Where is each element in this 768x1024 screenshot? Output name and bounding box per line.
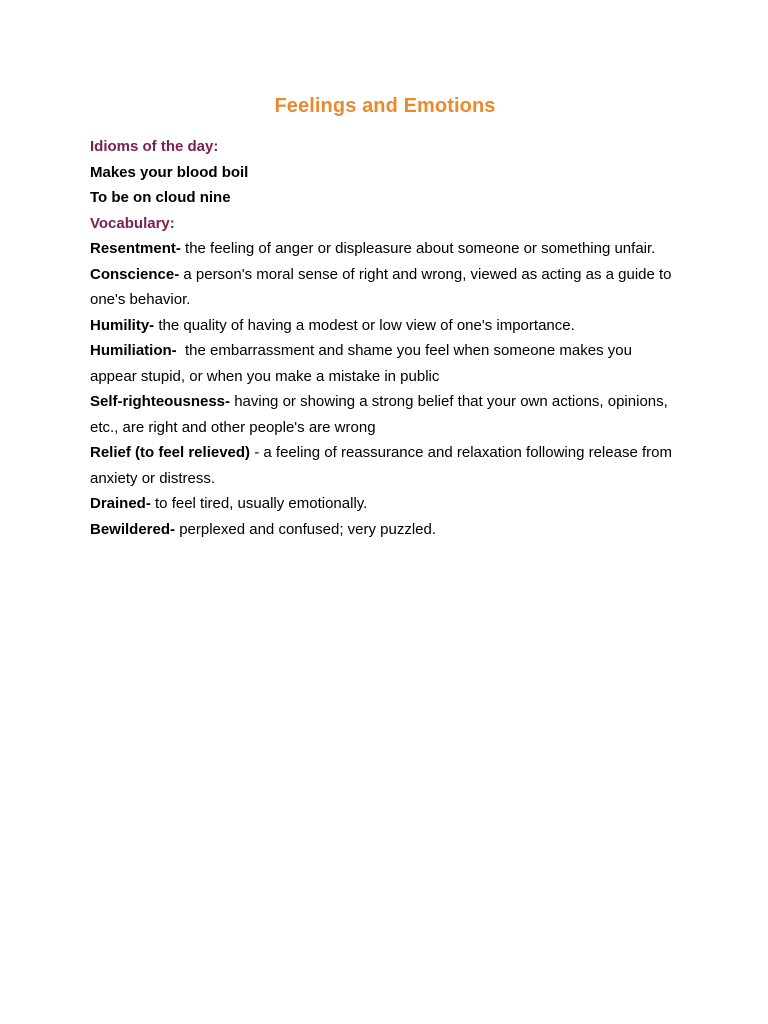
idiom-item: To be on cloud nine — [90, 189, 231, 206]
vocabulary-definition: the feeling of anger or displeasure about someone or something unfair. — [180, 240, 656, 257]
idiom-item: Makes your blood boil — [90, 163, 249, 181]
vocabulary-term: Humility- — [90, 316, 155, 334]
vocabulary-term: Relief (to feel relieved) — [90, 444, 251, 461]
document-page — [90, 92, 680, 542]
vocabulary-term: Bewildered- — [90, 520, 176, 538]
vocabulary-term: Conscience- — [90, 265, 180, 283]
vocabulary-entry-humility — [90, 313, 680, 339]
vocabulary-definition: the quality of having a modest or low view of one's importance. — [154, 316, 575, 334]
vocabulary-definition: perplexed and confused; very puzzled. — [175, 520, 437, 538]
vocabulary-term: Humiliation- — [90, 342, 177, 359]
vocabulary-entry-conscience — [90, 262, 680, 313]
vocabulary-term: Drained- — [90, 495, 151, 512]
vocabulary-term: Resentment- — [90, 240, 181, 257]
vocabulary-entry-resentment — [90, 236, 680, 262]
vocabulary-entry-drained — [90, 491, 680, 517]
vocabulary-definition: a person's moral sense of right and wrong, viewed as acting as a guide to one's behavior. — [90, 265, 672, 308]
vocabulary-entry-self-righteousness — [90, 389, 680, 440]
vocabulary-definition: the embarrassment and shame you feel when someone makes you appear stupid, or when you make a mistake in public — [90, 342, 637, 385]
page-title: Feelings and Emotions — [274, 95, 496, 117]
vocabulary-term: Self-righteousness- — [90, 393, 231, 410]
vocabulary-definition: - a feeling of reassurance and relaxation following release from anxiety or distress. — [90, 444, 672, 487]
vocabulary-entry-relief — [90, 440, 680, 491]
vocabulary-heading: Vocabulary: — [90, 214, 175, 232]
vocabulary-entry-humiliation — [90, 338, 680, 389]
vocabulary-definition: to feel tired, usually emotionally. — [150, 495, 368, 512]
vocabulary-entry-bewildered — [90, 517, 680, 543]
vocabulary-definition: having or showing a strong belief that your own actions, opinions, etc., are right and other people's are wrong — [90, 393, 668, 436]
idioms-heading: Idioms of the day: — [90, 138, 219, 155]
